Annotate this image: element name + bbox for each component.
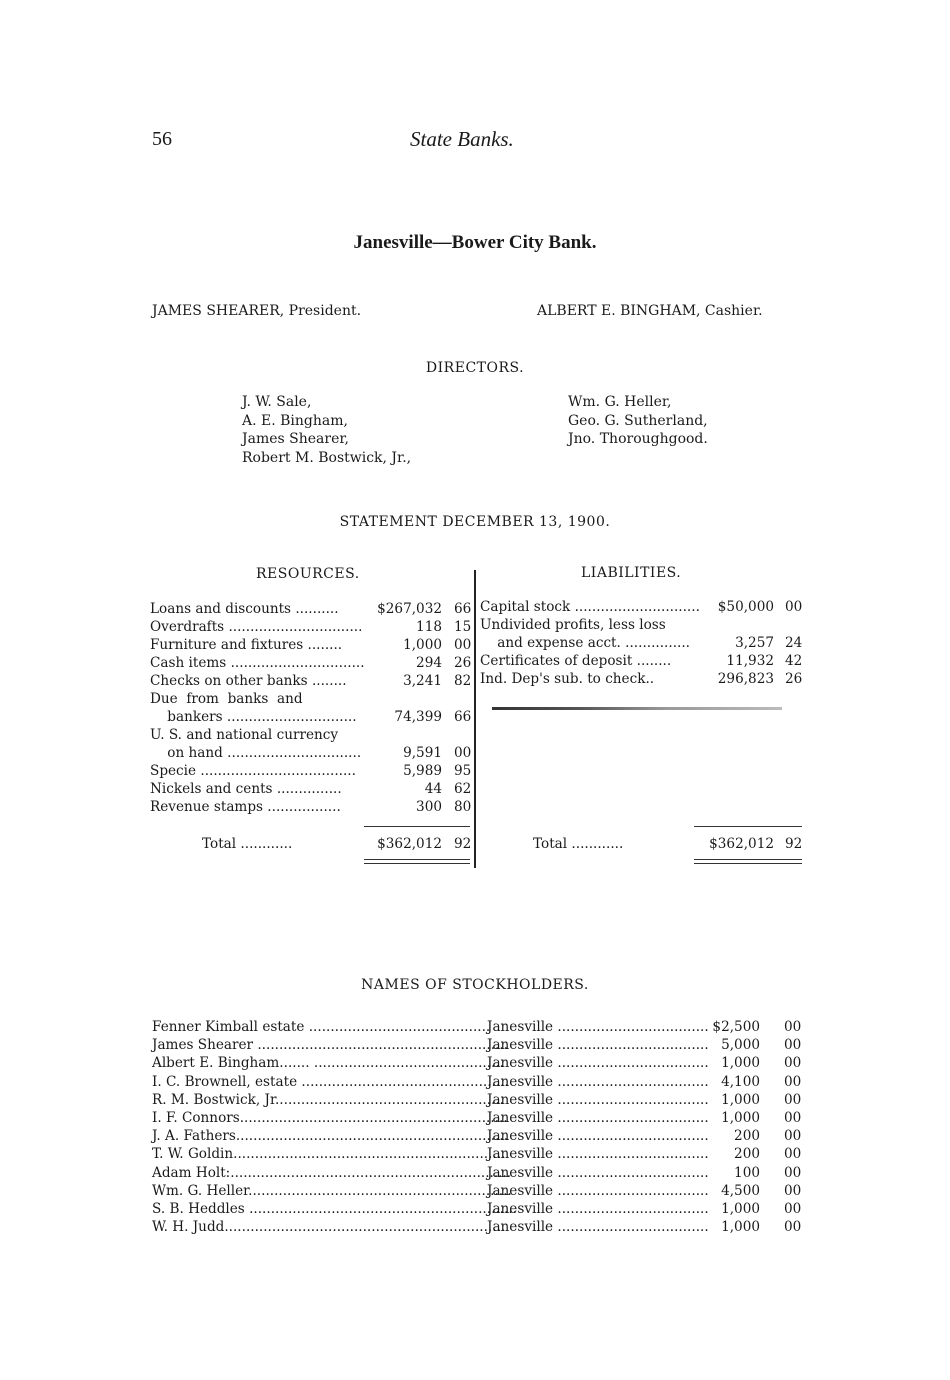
stockholders-heading: NAMES OF STOCKHOLDERS. xyxy=(361,977,589,993)
stockholder-dollars: 5,000 xyxy=(721,1037,760,1054)
total-dollars: $362,012 xyxy=(709,836,774,852)
resource-cents: 26 xyxy=(454,655,472,671)
cashier-line: ALBERT E. BINGHAM, Cashier. xyxy=(537,303,763,319)
stockholder-name: W. H. Judd................................................................. xyxy=(152,1219,506,1236)
table-row xyxy=(152,1074,812,1092)
stockholder-name: Wm. G. Heller............................................................. xyxy=(152,1182,512,1199)
table-row xyxy=(152,1092,812,1110)
table-row xyxy=(480,599,804,617)
page-number: 56 xyxy=(152,128,172,150)
stockholder-city: Janesville ................................... xyxy=(487,1182,709,1199)
stockholder-name: T. W. Goldin............................................................... xyxy=(152,1146,506,1163)
liability-cents: 42 xyxy=(785,653,803,669)
liability-label: and expense acct. ............... xyxy=(480,635,690,651)
resource-dollars: 300 xyxy=(416,799,442,815)
liability-dollars: 3,257 xyxy=(735,635,774,651)
liabilities-heading: LIABILITIES. xyxy=(581,565,682,581)
table-row xyxy=(150,745,472,763)
table-row xyxy=(152,1165,812,1183)
statement-heading: STATEMENT DECEMBER 13, 1900. xyxy=(339,514,611,530)
total-label: Total ............ xyxy=(202,836,293,852)
director-name: Robert M. Bostwick, Jr., xyxy=(242,449,412,466)
table-row xyxy=(150,637,472,655)
resource-cents: 82 xyxy=(454,673,472,689)
table-row xyxy=(152,1110,812,1128)
stockholder-dollars: 4,100 xyxy=(721,1073,760,1090)
directors-heading: DIRECTORS. xyxy=(425,360,525,376)
total-double-rule-1 xyxy=(364,859,470,860)
resource-label: Overdrafts ............................... xyxy=(150,619,363,635)
resource-dollars: 74,399 xyxy=(394,709,442,725)
resource-label: bankers .............................. xyxy=(150,709,357,725)
table-row xyxy=(150,781,472,799)
stockholder-dollars: 1,000 xyxy=(721,1219,760,1236)
total-double-rule-2 xyxy=(694,863,802,864)
total-double-rule-2 xyxy=(364,863,470,864)
stockholder-cents: 00 xyxy=(784,1182,802,1199)
table-row xyxy=(480,653,804,671)
resource-dollars: 3,241 xyxy=(403,673,442,689)
stockholder-city: Janesville ................................... xyxy=(487,1128,709,1145)
table-row xyxy=(152,1055,812,1073)
table-row xyxy=(152,1128,812,1146)
stockholder-name: Fenner Kimball estate .......................................... xyxy=(152,1019,491,1035)
stockholder-name: R. M. Bostwick, Jr..................................................... xyxy=(152,1091,504,1108)
stockholder-city: Janesville ................................... xyxy=(487,1019,709,1035)
table-row xyxy=(152,1183,812,1201)
stockholder-dollars: 100 xyxy=(734,1164,760,1181)
liability-label: Ind. Dep's sub. to check.. xyxy=(480,671,655,687)
table-row xyxy=(150,673,472,691)
stockholder-name: James Shearer .......................................................... xyxy=(152,1037,508,1054)
stockholder-dollars: 1,000 xyxy=(721,1110,760,1126)
running-title: State Banks. xyxy=(410,127,514,151)
stockholder-cents: 00 xyxy=(784,1201,802,1217)
stockholder-city: Janesville ................................... xyxy=(487,1146,709,1163)
resource-label: Loans and discounts .......... xyxy=(150,601,339,617)
stockholder-cents: 00 xyxy=(784,1037,802,1054)
stockholder-city: Janesville ................................... xyxy=(487,1219,709,1236)
resource-cents: 62 xyxy=(454,781,472,797)
total-cents: 92 xyxy=(454,836,472,852)
total-dollars: $362,012 xyxy=(377,836,442,852)
resource-dollars: 1,000 xyxy=(403,637,442,653)
resources-total-row xyxy=(150,836,472,854)
stockholder-dollars: 200 xyxy=(734,1146,760,1163)
liability-cents: 24 xyxy=(785,635,803,651)
stockholder-cents: 00 xyxy=(784,1128,802,1145)
stockholder-name: S. B. Heddles .............................................................. xyxy=(152,1201,517,1217)
table-row xyxy=(150,601,472,619)
resource-label: Due from banks and xyxy=(150,691,303,707)
liability-label: Undivided profits, less loss xyxy=(480,617,666,633)
stockholder-dollars: 4,500 xyxy=(721,1182,760,1199)
stockholder-dollars: 1,000 xyxy=(721,1055,760,1072)
stockholder-name: Albert E. Bingham....... ............................................ xyxy=(152,1055,504,1072)
stockholder-city: Janesville ................................... xyxy=(487,1110,709,1126)
liability-cents: 00 xyxy=(785,599,803,615)
resource-label: Revenue stamps ................. xyxy=(150,799,341,815)
liability-label: Certificates of deposit ........ xyxy=(480,653,672,669)
liability-cents: 26 xyxy=(785,671,803,687)
table-row xyxy=(150,619,472,637)
stockholder-city: Janesville ................................... xyxy=(487,1055,709,1072)
total-double-rule-1 xyxy=(694,859,802,860)
resource-cents: 00 xyxy=(454,637,472,653)
stockholder-dollars: 200 xyxy=(734,1128,760,1145)
resource-dollars: 294 xyxy=(416,655,442,671)
printed-rule-smudge xyxy=(492,707,782,710)
stockholder-city: Janesville ................................... xyxy=(487,1091,709,1108)
column-divider xyxy=(474,570,476,868)
director-name: Geo. G. Sutherland, xyxy=(568,412,708,429)
stockholder-dollars: 1,000 xyxy=(721,1091,760,1108)
stockholder-cents: 00 xyxy=(784,1055,802,1072)
stockholder-cents: 00 xyxy=(784,1019,802,1035)
resource-dollars: 118 xyxy=(416,619,442,635)
director-name: Wm. G. Heller, xyxy=(568,394,672,410)
stockholder-cents: 00 xyxy=(784,1073,802,1090)
subtotal-rule xyxy=(694,826,802,827)
resource-dollars: 9,591 xyxy=(403,745,442,761)
stockholder-cents: 00 xyxy=(784,1146,802,1163)
directors-list-right xyxy=(568,393,708,449)
liability-label: Capital stock ............................. xyxy=(480,599,700,615)
subtotal-rule xyxy=(364,826,470,827)
directors-list-left xyxy=(242,393,411,467)
stockholder-cents: 00 xyxy=(784,1219,802,1236)
table-row xyxy=(150,655,472,673)
resource-cents: 00 xyxy=(454,745,472,761)
resource-cents: 80 xyxy=(454,799,472,815)
table-row xyxy=(152,1201,812,1219)
table-row xyxy=(150,763,472,781)
stockholder-city: Janesville ................................... xyxy=(487,1201,709,1217)
resource-dollars: $267,032 xyxy=(377,601,442,617)
director-name: A. E. Bingham, xyxy=(242,412,348,429)
president-line: JAMES SHEARER, President. xyxy=(152,303,362,319)
liability-dollars: $50,000 xyxy=(717,599,774,615)
director-name: Jno. Thoroughgood. xyxy=(568,431,708,447)
resource-label: on hand ............................... xyxy=(150,745,362,761)
stockholder-dollars: 1,000 xyxy=(721,1201,760,1217)
stockholder-cents: 00 xyxy=(784,1091,802,1108)
table-row xyxy=(150,709,472,727)
bank-title: Janesville—Bower City Bank. xyxy=(353,232,597,253)
resource-label: Cash items ............................... xyxy=(150,655,365,671)
stockholder-city: Janesville ................................... xyxy=(487,1073,709,1090)
table-row xyxy=(480,635,804,653)
stockholder-name: Adam Holt:................................................................. xyxy=(152,1164,512,1181)
liabilities-total-row xyxy=(480,836,804,854)
table-row xyxy=(480,671,804,689)
resource-cents: 66 xyxy=(454,709,472,725)
total-label: Total ............ xyxy=(533,836,624,852)
table-row xyxy=(150,691,472,709)
stockholder-name: I. C. Brownell, estate ................................................ xyxy=(152,1073,509,1090)
total-cents: 92 xyxy=(785,836,803,852)
table-row xyxy=(152,1146,812,1164)
table-row xyxy=(150,799,472,817)
table-row xyxy=(152,1219,812,1237)
resource-label: Checks on other banks ........ xyxy=(150,673,347,689)
director-name: James Shearer, xyxy=(242,431,349,447)
resource-dollars: 44 xyxy=(424,781,442,797)
stockholder-name: I. F. Connors.............................................................. xyxy=(152,1110,508,1126)
director-name: J. W. Sale, xyxy=(242,394,312,410)
stockholder-cents: 00 xyxy=(784,1110,802,1126)
resources-heading: RESOURCES. xyxy=(256,566,360,582)
resource-label: Furniture and fixtures ........ xyxy=(150,637,343,653)
stockholder-name: J. A. Fathers............................................................... xyxy=(152,1128,509,1145)
resource-cents: 66 xyxy=(454,601,472,617)
stockholder-cents: 00 xyxy=(784,1164,802,1181)
stockholder-dollars: $2,500 xyxy=(712,1019,760,1035)
resource-label: U. S. and national currency xyxy=(150,727,339,743)
resource-label: Nickels and cents ............... xyxy=(150,781,342,797)
table-row xyxy=(152,1019,812,1037)
resource-cents: 95 xyxy=(454,763,472,779)
liability-dollars: 11,932 xyxy=(726,653,774,669)
table-row xyxy=(480,617,804,635)
table-row xyxy=(152,1037,812,1055)
resource-cents: 15 xyxy=(454,619,472,635)
stockholder-city: Janesville ................................... xyxy=(487,1164,709,1181)
liability-dollars: 296,823 xyxy=(717,671,774,687)
stockholder-city: Janesville ................................... xyxy=(487,1037,709,1054)
resource-label: Specie .................................... xyxy=(150,763,356,779)
table-row xyxy=(150,727,472,745)
resource-dollars: 5,989 xyxy=(403,763,442,779)
